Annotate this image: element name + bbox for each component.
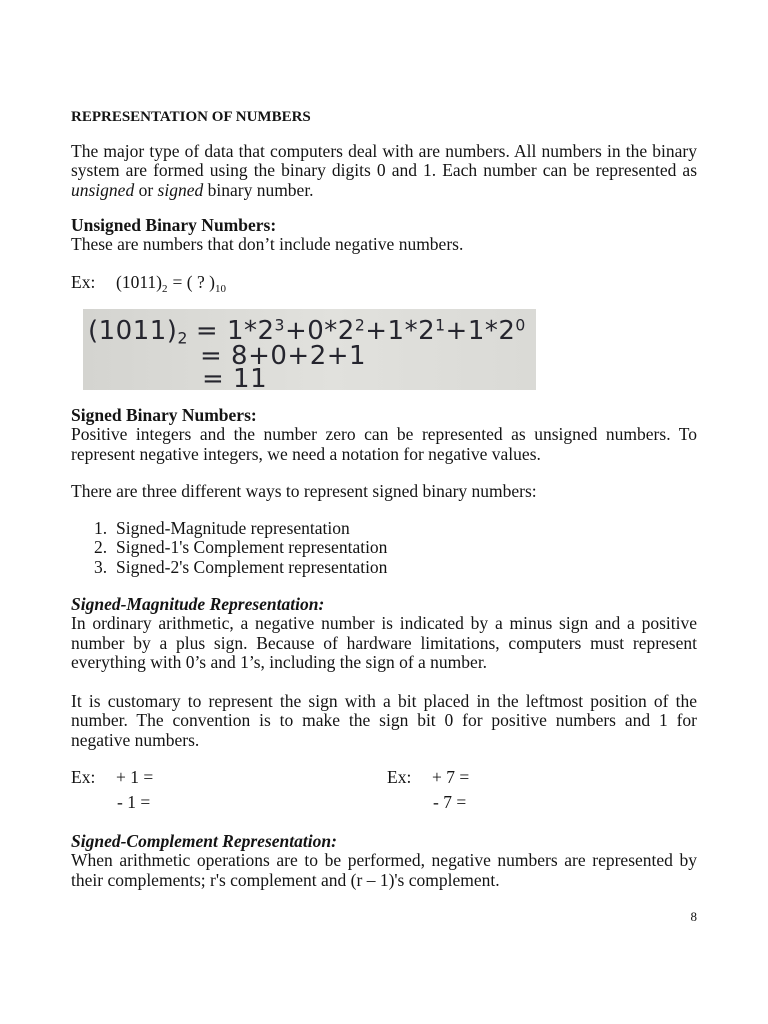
unsigned-example [71, 272, 697, 295]
intro-paragraph [71, 142, 697, 200]
example-row-negative [387, 793, 466, 812]
example-column-right [387, 768, 587, 818]
example-expression: + 7 = [432, 767, 470, 787]
signed-section [71, 406, 697, 464]
intro-text: binary number. [207, 179, 314, 200]
italic-term-signed: signed [157, 179, 204, 200]
sm-paragraph-1-line: everything with 0’s and 1’s, including the sign of a number. [71, 652, 488, 673]
example-row-negative [71, 793, 150, 812]
example-row-positive [387, 768, 469, 787]
example-label: Ex: [387, 767, 412, 787]
methods-intro: There are three different ways to represent signed binary numbers: [71, 481, 537, 501]
example-number-base: 2 [162, 283, 168, 295]
signed-complement-heading: Signed-Complement Representation: [71, 831, 337, 851]
example-expression: - 1 = [117, 792, 151, 812]
example-row-positive [71, 768, 153, 787]
unsigned-heading: Unsigned Binary Numbers: [71, 215, 277, 235]
intro-line: system are formed using the binary digits 0 and 1. Each number can be represented as [71, 160, 697, 181]
example-column-left [71, 768, 271, 818]
page-number: 8 [690, 909, 697, 924]
handwritten-line-3: = 11 [202, 364, 268, 390]
intro-last-line [71, 181, 697, 200]
hw-term: = 1*2 [195, 316, 275, 346]
signed-magnitude-section [71, 595, 697, 673]
list-label: Signed-2's Complement representation [116, 556, 388, 577]
signed-magnitude-heading: Signed-Magnitude Representation: [71, 594, 325, 614]
hw-term: +1*2 [365, 316, 436, 346]
example-rhs: = ( ? ) [172, 272, 215, 292]
sm-paragraph-2-line: It is customary to represent the sign with a bit placed in the leftmost position of the [71, 691, 697, 711]
intro-text: or [138, 179, 154, 200]
list-label: Signed-1's Complement representation [116, 537, 388, 558]
handwritten-line-2: = 8+0+2+1 [200, 341, 367, 371]
handwritten-solution-image [83, 309, 536, 390]
sm-paragraph-2 [71, 692, 697, 750]
hw-exponent: 2 [354, 316, 366, 335]
example-label: Ex: [71, 767, 96, 787]
hw-term: +0*2 [284, 316, 355, 346]
list-item [71, 538, 697, 557]
italic-term-unsigned: unsigned [71, 179, 135, 200]
signed-complement-section [71, 832, 697, 890]
sc-line: their complements; r's complement and (r – 1)'s complement. [71, 869, 500, 890]
hw-exponent: 3 [274, 316, 285, 335]
signed-line: Positive integers and the number zero can be represented as unsigned numbers. To [71, 424, 697, 445]
list-number: 1. [94, 518, 108, 538]
list-item [71, 519, 697, 538]
hw-lhs-base: 2 [177, 329, 188, 348]
sm-paragraph-1-line: number by a plus sign. Because of hardware limitations, computers must represent [71, 632, 697, 653]
sm-paragraph-1-line: In ordinary arithmetic, a negative number is indicated by a minus sign and a positive [71, 613, 697, 634]
intro-line: The major type of data that computers deal with are numbers. All numbers in the binary [71, 141, 697, 161]
example-number: (1011) [116, 272, 163, 292]
hw-exponent: 1 [435, 316, 446, 335]
list-number: 2. [94, 537, 108, 558]
hw-term: +1*2 [445, 316, 516, 346]
example-label: Ex: [71, 272, 96, 292]
sm-paragraph-2-line: number. The convention is to make the sign bit 0 for positive numbers and 1 for [71, 710, 697, 731]
list-item [71, 558, 697, 577]
sm-paragraph-2-line: negative numbers. [71, 729, 200, 750]
example-expression: - 7 = [433, 792, 467, 812]
unsigned-section [71, 216, 697, 255]
unsigned-text: These are numbers that don’t include negative numbers. [71, 234, 464, 255]
hw-lhs: (1011) [88, 316, 178, 346]
signed-heading: Signed Binary Numbers: [71, 405, 257, 425]
methods-list [71, 519, 697, 577]
list-label: Signed-Magnitude representation [116, 518, 350, 538]
signed-line: represent negative integers, we need a notation for negative values. [71, 443, 541, 464]
hw-exponent: 0 [515, 316, 526, 335]
example-expression: + 1 = [116, 767, 154, 787]
example-rhs-base: 10 [214, 283, 226, 295]
list-number: 3. [94, 556, 108, 577]
sc-line: When arithmetic operations are to be performed, negative numbers are represented by [71, 850, 697, 871]
section-title: REPRESENTATION OF NUMBERS [71, 109, 311, 125]
